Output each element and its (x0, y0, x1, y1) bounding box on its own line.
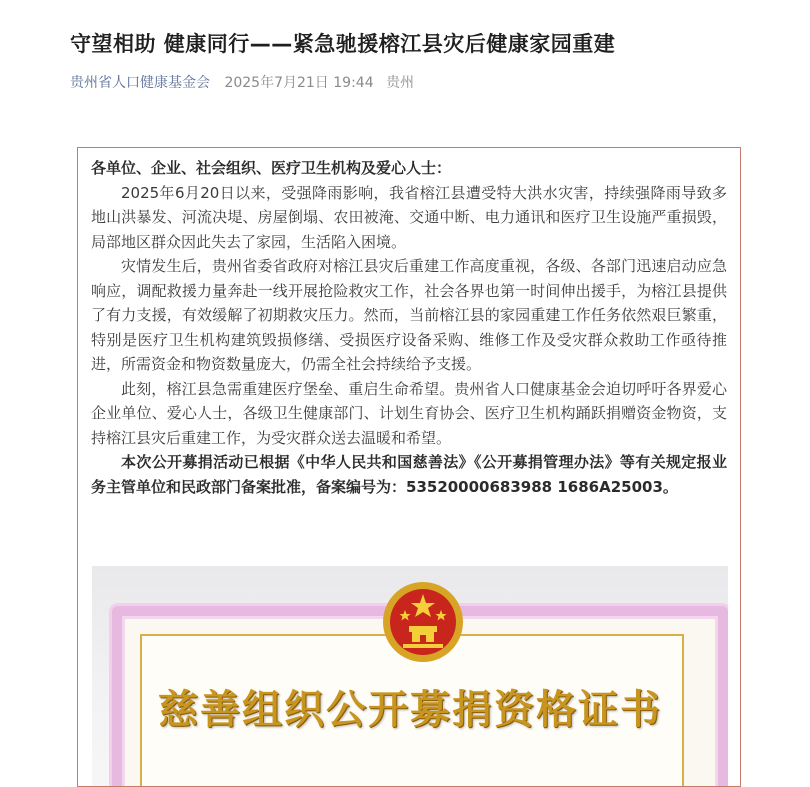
greeting: 各单位、企业、社会组织、医疗卫生机构及爱心人士： (91, 159, 452, 177)
paragraph-3: 此刻，榕江县急需重建医疗堡垒、重启生命希望。贵州省人口健康基金会迫切呼吁各界爱心企业单位、爱心人士，各级卫生健康部门、计划生育协会、医疗卫生机构踊跃捐赠资金物资，支持榕江县灾后重建工作，为受灾群众送去温暖和希望。 (91, 379, 727, 447)
national-emblem-icon (381, 580, 465, 664)
publish-date: 2025年7月21日 19:44 (224, 75, 374, 91)
article-title: 守望相助 健康同行——紧急驰援榕江县灾后健康家园重建 (70, 32, 616, 56)
announcement-box (77, 147, 741, 787)
article-meta (70, 72, 414, 92)
announcement-content (91, 156, 727, 499)
paragraph-4-filing: 本次公开募捐活动已根据《中华人民共和国慈善法》《公开募捐管理办法》等有关规定报业务主管单位和民政部门备案批准，备案编号为：53520000683988 1686A25003。 (91, 453, 727, 496)
certificate-image (92, 566, 728, 787)
paragraph-1: 2025年6月20日以来，受强降雨影响，我省榕江县遭受特大洪水灾害，持续强降雨导致多地山洪暴发、河流决堤、房屋倒塌、农田被淹、交通中断、电力通讯和医疗卫生设施严重损毁，局部地区群众因此失去了家园，生活陷入困境。 (91, 183, 727, 251)
account-name-link[interactable]: 贵州省人口健康基金会 (70, 75, 210, 91)
certificate-title: 慈善组织公开募捐资格证书 (158, 686, 662, 733)
paragraph-2: 灾情发生后，贵州省委省政府对榕江县灾后重建工作高度重视，各级、各部门迅速启动应急响应，调配救援力量奔赴一线开展抢险救灾工作，社会各界也第一时间伸出援手，为榕江县提供了有力支援，有效缓解了初期救灾压力。然而，当前榕江县的家园重建工作任务依然艰巨繁重，特别是医疗卫生机构建筑毁损修缮、受损医疗设备采购、维修工作及受灾群众救助工作亟待推进，所需资金和物资数量庞大，仍需全社会持续给予支援。 (91, 257, 727, 373)
publish-location: 贵州 (386, 75, 415, 91)
